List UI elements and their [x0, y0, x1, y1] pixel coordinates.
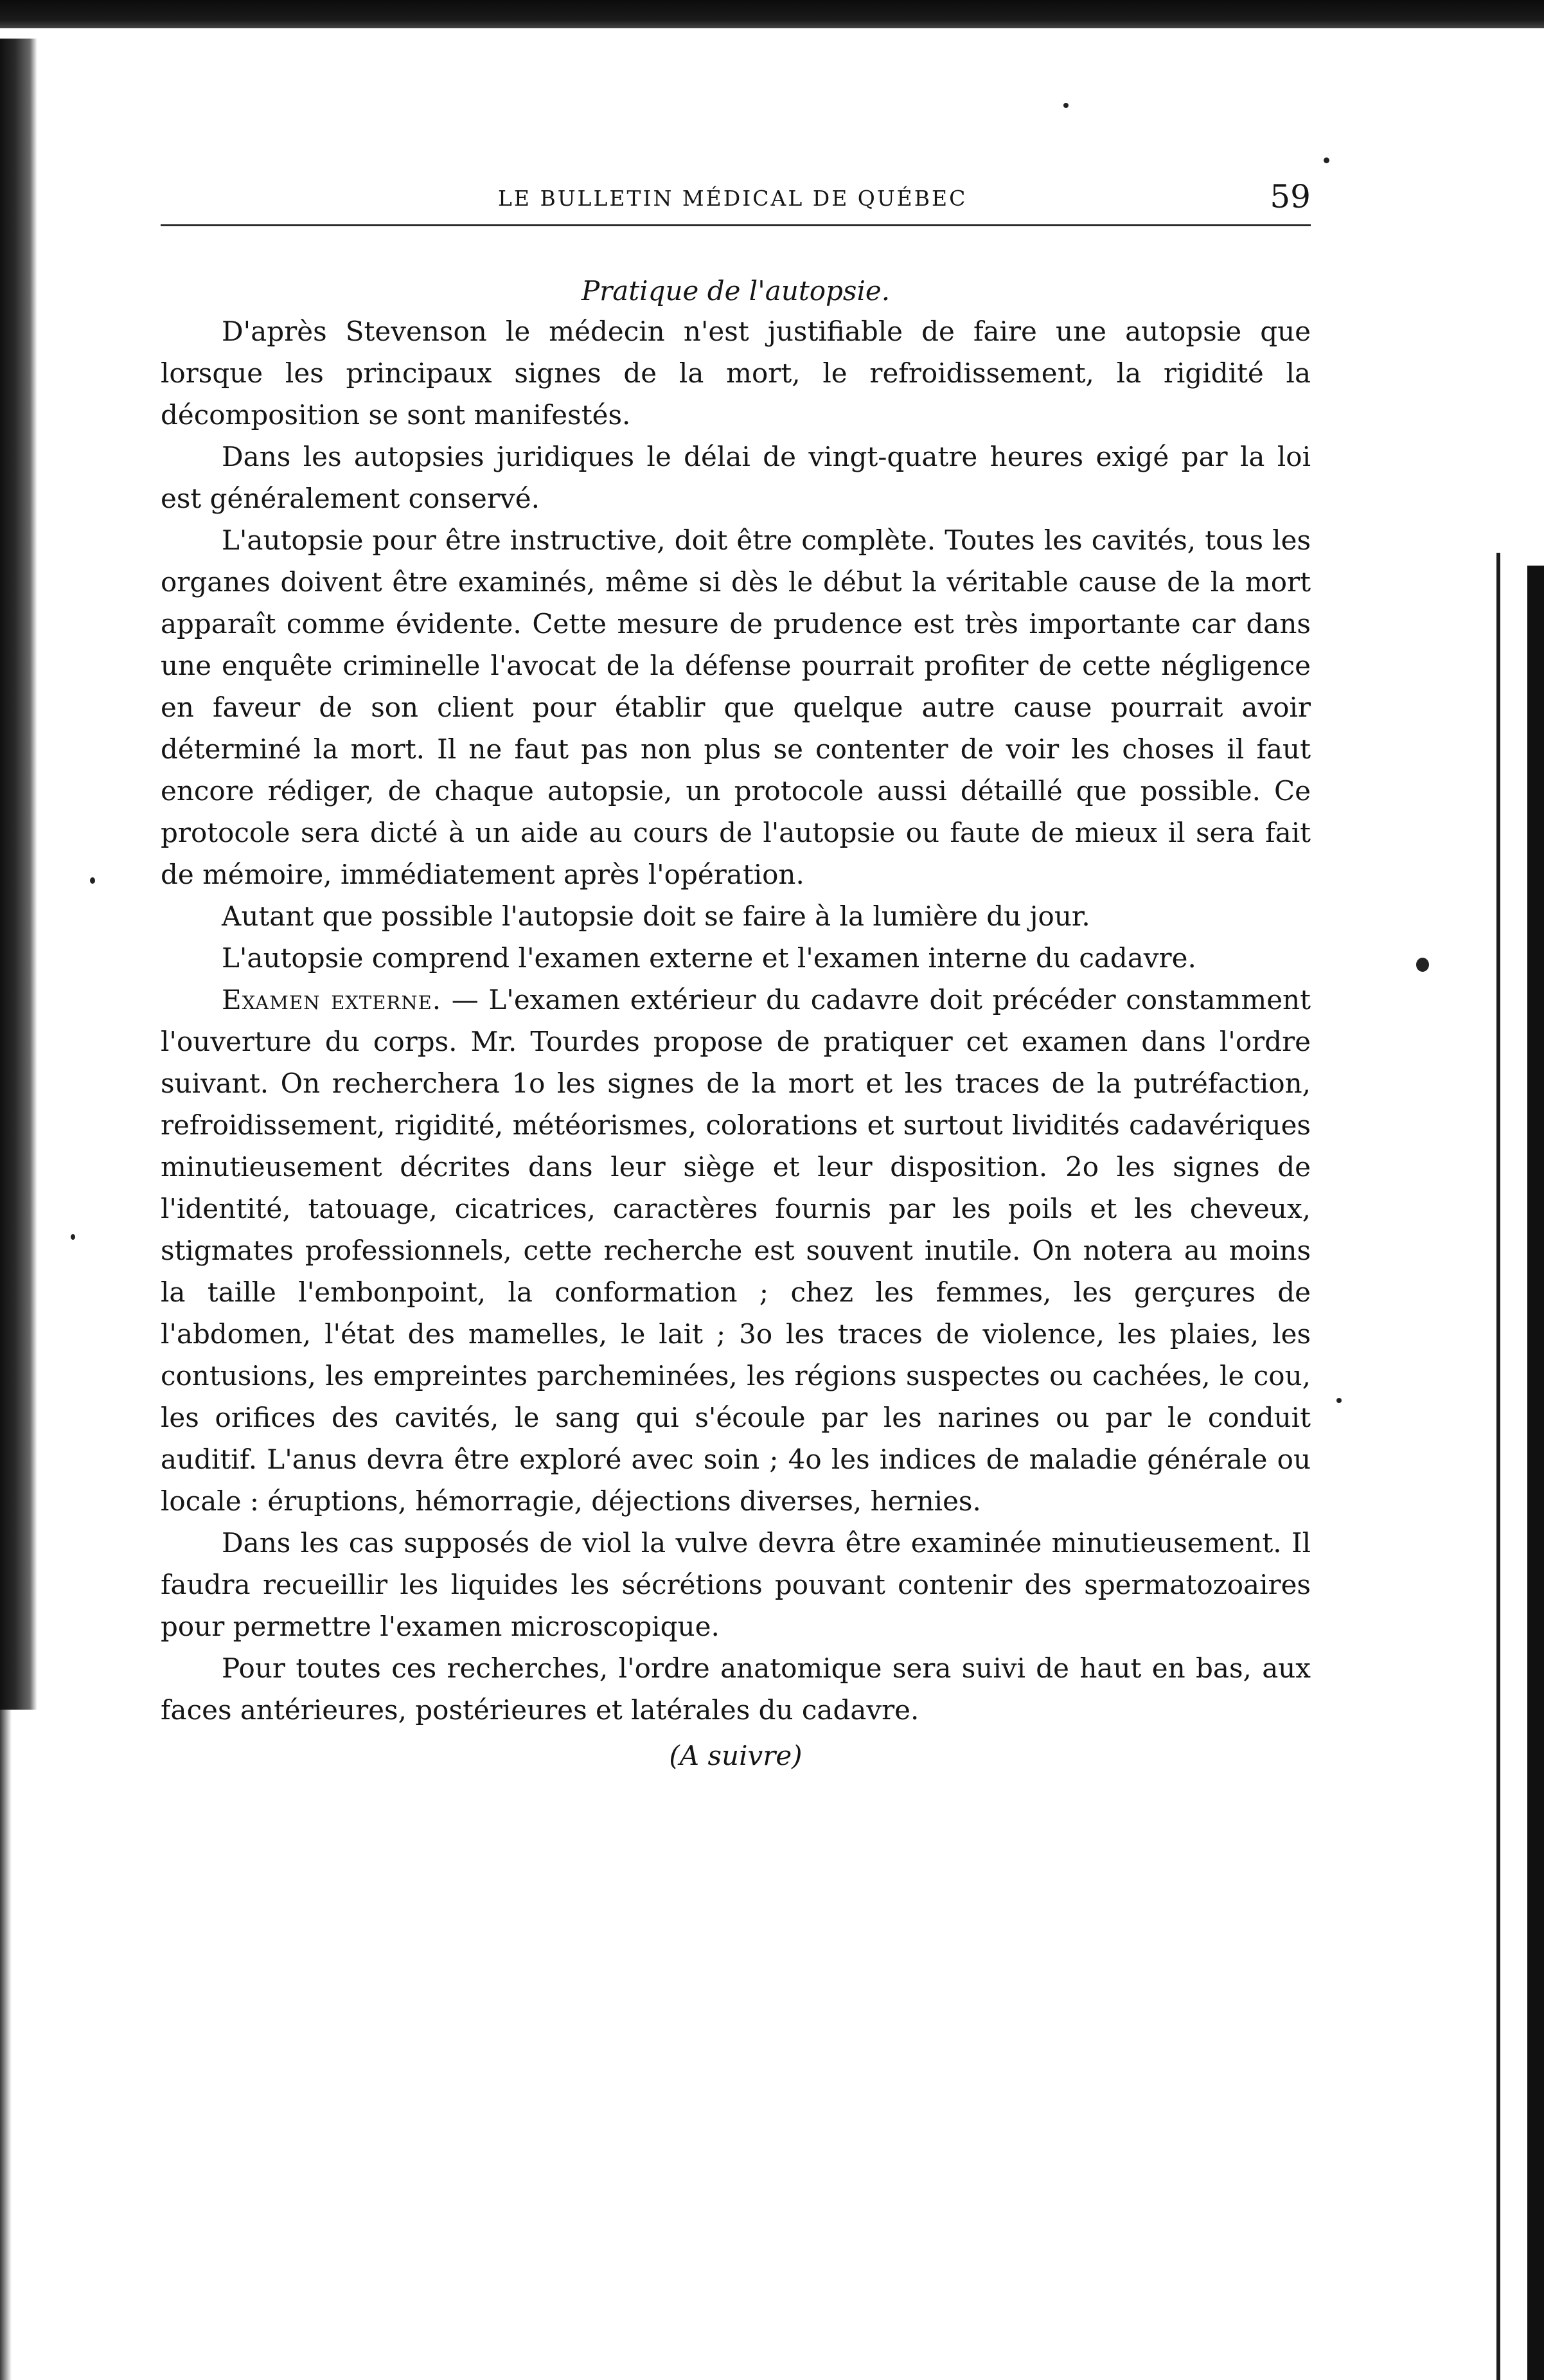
article-body: [161, 310, 1311, 1731]
paragraph: Dans les autopsies juridiques le délai de vingt-quatre heures exigé par la loi est généralement conservé.: [161, 441, 1311, 514]
subsection-label: Examen externe.: [222, 984, 442, 1016]
scan-left-edge: [0, 39, 37, 1710]
section-title: Pratique de l'autopsie.: [581, 275, 891, 307]
to-be-continued-note: (A suivre): [669, 1740, 803, 1771]
paragraph-text: — L'examen extérieur du cadavre doit précéder constamment l'ouverture du corps. Mr. Tourdes propose de pratiquer cet examen dans l'ordre suivant. On recherchera 1o les signes de la mort et les traces de la putréfaction, refroidissement, rigidité, météorismes, colorations et surtout lividités cadavériques minutieusement décrites dans leur siège et leur disposition. 2o les signes de l'identité, tatouage, cicatrices, caractères fournis par les poils et les cheveux, stigmates professionnels, cette recherche est souvent inutile. On notera au moins la taille l'embonpoint, la conformation ; chez les femmes, les gerçures de l'abdomen, l'état des mamelles, le lait ; 3o les traces de violence, les plaies, les contusions, les empreintes parcheminées, les régions suspectes ou cachées, le cou, les orifices des cavités, le sang qui s'écoule par les narines ou par le conduit auditif. L'anus devra être exploré avec soin ; 4o les indices de maladie générale ou locale : éruptions, hémorragie, déjections diverses, hernies.: [161, 984, 1311, 1517]
scan-right-edge: [1527, 566, 1544, 2380]
paragraph: L'autopsie comprend l'examen externe et l'examen interne du cadavre.: [222, 942, 1196, 974]
paragraph: Autant que possible l'autopsie doit se faire à la lumière du jour.: [222, 900, 1090, 932]
scan-right-rule: [1496, 553, 1500, 2380]
running-head: LE BULLETIN MÉDICAL DE QUÉBEC: [498, 186, 968, 211]
journal-page: [161, 177, 1311, 1776]
header-rule: [161, 224, 1311, 226]
scan-speck: [1336, 1398, 1342, 1403]
scan-speck: [71, 1234, 75, 1240]
paragraph: Dans les cas supposés de viol la vulve devra être examinée minutieusement. Il faudra recueillir les liquides les sécrétions pouvant contenir des spermatozoaires pour permettre l'examen microscopique.: [161, 1527, 1311, 1642]
scan-speck: [1063, 103, 1069, 108]
page-number: 59: [1270, 178, 1311, 215]
paragraph-examen-externe: [161, 979, 1311, 1522]
page-header: [161, 177, 1311, 228]
scan-speck: [90, 877, 95, 884]
scan-top-border: [0, 0, 1544, 28]
paragraph: Pour toutes ces recherches, l'ordre anatomique sera suivi de haut en bas, aux faces antérieures, postérieures et latérales du cadavre.: [161, 1652, 1311, 1726]
scan-speck: [1324, 157, 1329, 163]
scan-left-edge-shadow: [0, 1710, 12, 2380]
paragraph: D'après Stevenson le médecin n'est justifiable de faire une autopsie que lorsque les principaux signes de la mort, le refroidissement, la rigidité la décomposition se sont manifestés.: [161, 316, 1311, 431]
paragraph: L'autopsie pour être instructive, doit être complète. Toutes les cavités, tous les organes doivent être examinés, même si dès le début la véritable cause de la mort apparaît comme évidente. Cette mesure de prudence est très importante car dans une enquête criminelle l'avocat de la défense pourrait profiter de cette négligence en faveur de son client pour établir que quelque autre cause pourrait avoir déterminé la mort. Il ne faut pas non plus se contenter de voir les choses il faut encore rédiger, de chaque autopsie, un protocole aussi détaillé que possible. Ce protocole sera dicté à un aide au cours de l'autopsie ou faute de mieux il sera fait de mémoire, immédiatement après l'opération.: [161, 524, 1311, 890]
scan-speck: [1416, 958, 1429, 972]
